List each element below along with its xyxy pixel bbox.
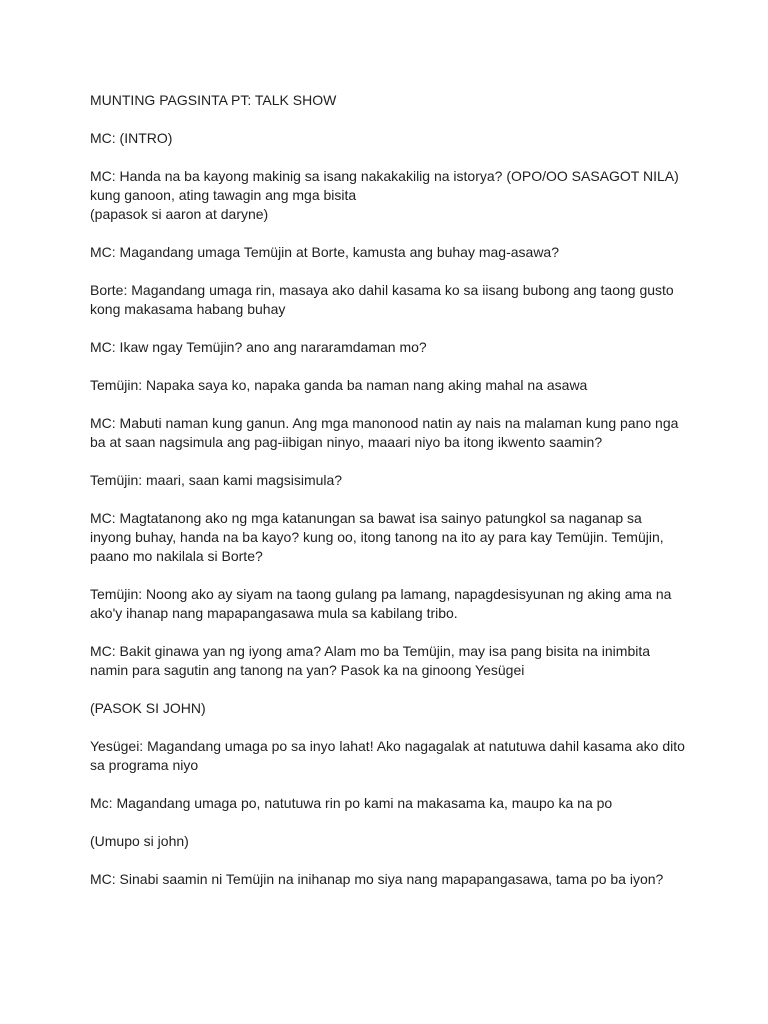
dialogue-paragraph: MC: Mabuti naman kung ganun. Ang mga manonood natin ay nais na malaman kung pano nga ba at saan nagsimula ang pag-iibigan ninyo, maaari niyo ba itong ikwento saamin? [90,415,679,450]
dialogue-paragraph: Yesügei: Magandang umaga po sa inyo lahat! Ako nagagalak at natutuwa dahil kasama ako dito sa programa niyo [90,738,685,773]
dialogue-paragraph: MC: Bakit ginawa yan ng iyong ama? Alam mo ba Temüjin, may isa pang bisita na inimbita namin para sagutin ang tanong na yan? Pasok ka na ginoong Yesügei [90,643,651,678]
script-text [90,91,690,908]
dialogue-paragraph: MC: (INTRO) [90,130,173,146]
dialogue-paragraph: Borte: Magandang umaga rin, masaya ako dahil kasama ko sa iisang bubong ang taong gusto kong makasama habang buhay [90,282,674,317]
dialogue-paragraph: Temüjin: maari, saan kami magsisimula? [90,472,343,488]
dialogue-paragraph: MC: Magtatanong ako ng mga katanungan sa bawat isa sainyo patungkol sa naganap sa inyong buhay, handa na ba kayo? kung oo, itong tanong na ito ay para kay Temüjin. Temüjin, paano mo nakilala si Borte? [90,510,664,564]
dialogue-paragraph: Temüjin: Napaka saya ko, napaka ganda ba naman nang aking mahal na asawa [90,377,588,393]
document-title: MUNTING PAGSINTA PT: TALK SHOW [90,92,337,108]
dialogue-paragraph: Mc: Magandang umaga po, natutuwa rin po kami na makasama ka, maupo ka na po [90,795,613,811]
dialogue-paragraph: MC: Ikaw ngay Temüjin? ano ang nararamdaman mo? [90,339,427,355]
stage-direction: (PASOK SI JOHN) [90,700,206,716]
dialogue-paragraph: MC: Magandang umaga Temüjin at Borte, kamusta ang buhay mag-asawa? [90,244,560,260]
dialogue-paragraph: Temüjin: Noong ako ay siyam na taong gulang pa lamang, napagdesisyunan ng aking ama na ako'y ihanap nang mapapangasawa mula sa kabilang tribo. [90,586,672,621]
stage-direction: (Umupo si john) [90,833,189,849]
dialogue-paragraph: MC: Handa na ba kayong makinig sa isang nakakakilig na istorya? (OPO/OO SASAGOT NILA) kung ganoon, ating tawagin ang mga bisita (papasok si aaron at daryne) [90,168,679,222]
dialogue-paragraph: MC: Sinabi saamin ni Temüjin na inihanap mo siya nang mapapangasawa, tama po ba iyon? [90,871,664,887]
